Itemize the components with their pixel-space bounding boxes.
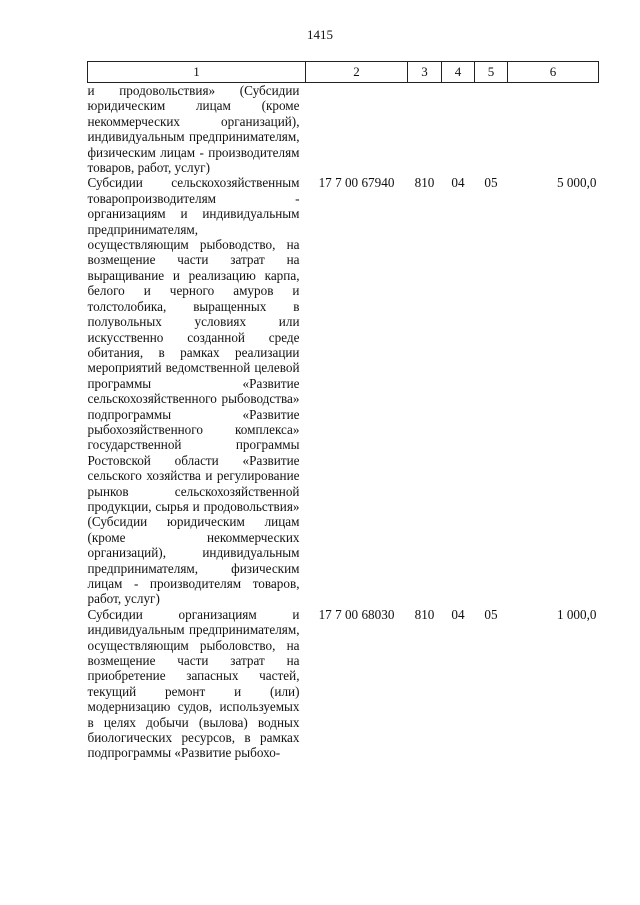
- row-description: Субсидии организациям и индивидуальным предпринимателям, осуществляющим рыболовство, на возмещение части затрат на приобретение запасных частей, текущий ремонт и (или) модернизацию судов, используемых в целях добычи (вылова) водных биологических ресурсов, в рамках подпрограммы «Развитие рыбохо-: [87, 606, 300, 761]
- column-header: 3: [408, 62, 442, 83]
- row-expense-type: 810: [414, 175, 435, 191]
- column-header: 6: [508, 62, 599, 83]
- column-header: 2: [306, 62, 408, 83]
- page-number: 1415: [307, 27, 333, 42]
- row-subsection: [475, 83, 508, 176]
- row-section: 04: [451, 606, 465, 622]
- row-expense-type: 810: [414, 606, 435, 622]
- column-header: 1: [88, 62, 306, 83]
- row-description: и продовольствия» (Субсидии юридическим лицам (кроме некоммерческих организаций), индивидуальным предпринимателям, физическим лицам - производителям товаров, работ, услуг): [87, 83, 300, 176]
- row-target-code: [306, 83, 408, 176]
- table-row: [88, 83, 599, 176]
- row-amount: [508, 83, 599, 176]
- row-expense-type: [408, 83, 442, 176]
- row-target-code: 17 7 00 67940: [318, 175, 395, 191]
- row-section: 04: [451, 175, 465, 191]
- row-amount: 5 000,0: [556, 175, 597, 191]
- row-subsection: 05: [484, 175, 498, 191]
- table-header-row: [88, 62, 599, 83]
- row-description: Субсидии сельскохозяйственным товаропроизводителям - организациям и индивидуальным предпринимателям, осуществляющим рыбоводство, на возмещение части затрат на выращивание и реализацию карпа, белого и черного амуров и толстолобика, выращенных в полувольных условиях или искусственно созданной среде обитания, в рамках реализации мероприятий ведомственной целевой программы «Развитие сельскохозяйственного рыбоводства» подпрограммы «Развитие рыбохозяйственного комплекса» государственной программы Ростовской области «Развитие сельского хозяйства и регулирование рынков сельскохозяйственной продукции, сырья и продовольствия» (Субсидии юридическим лицам (кроме некоммерческих организаций), индивидуальным предпринимателям, физическим лицам - производителям товаров, работ, услуг): [87, 175, 300, 607]
- table-row: [88, 175, 599, 606]
- row-target-code: 17 7 00 68030: [318, 606, 395, 622]
- column-header: 4: [442, 62, 475, 83]
- row-subsection: 05: [484, 606, 498, 622]
- row-amount: 1 000,0: [556, 606, 597, 622]
- row-section: [442, 83, 475, 176]
- column-header: 5: [475, 62, 508, 83]
- budget-table: [87, 61, 599, 761]
- table-row: [88, 607, 599, 761]
